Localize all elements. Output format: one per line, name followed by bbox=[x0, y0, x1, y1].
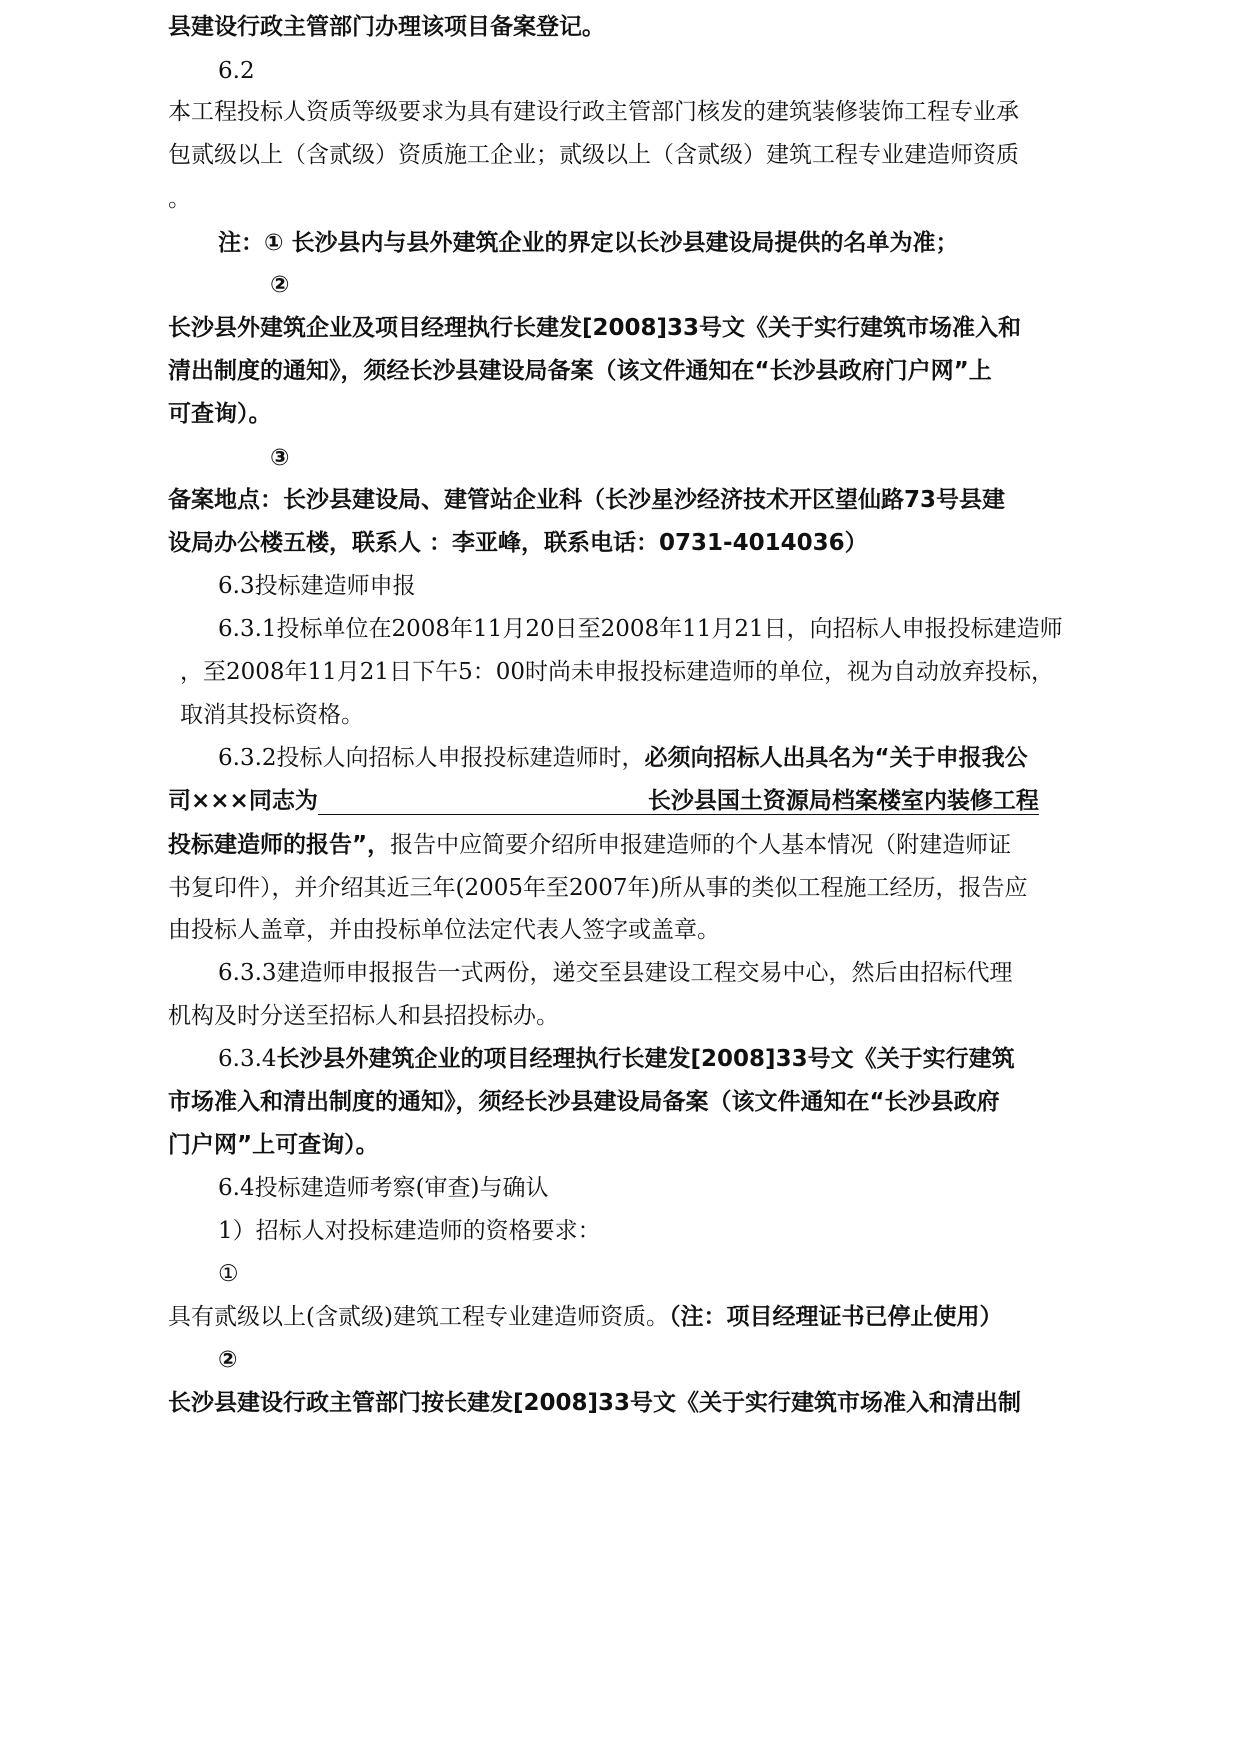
text-line: 由投标人盖章，并由投标单位法定代表人签字或盖章。 bbox=[168, 917, 720, 943]
text-span: 6.3.4 bbox=[218, 1046, 277, 1072]
bold-span: 投标建造师的报告”， bbox=[168, 832, 391, 858]
bold-span: 必须向招标人出具名为“关于申报我公 bbox=[644, 745, 1028, 771]
text-line: ，至2008年11月21日下午5：00时尚未申报投标建造师的单位，视为自动放弃投标， bbox=[180, 659, 1054, 685]
text-line bbox=[218, 743, 1148, 773]
text-line: 书复印件），并介绍其近三年(2005年至2007年)所从事的类似工程施工经历，报告应 bbox=[168, 875, 1028, 901]
note-line: 可查询）。 bbox=[168, 401, 272, 427]
text-span: 报告中应简要介绍所申报建造师的个人基本情况（附建造师证 bbox=[390, 832, 1012, 858]
bold-span: 长沙县外建筑企业的项目经理执行长建发[2008]33号文《关于实行建筑 bbox=[276, 1046, 1015, 1072]
note-line: 设局办公楼五楼，联系人 ：李亚峰，联系电话：0731-4014036） bbox=[168, 530, 868, 556]
text-line: 6.3.1投标单位在2008年11月20日至2008年11月21日，向招标人申报投标建造师 bbox=[218, 616, 1063, 642]
text-line bbox=[168, 830, 1098, 860]
note-marker: ② bbox=[270, 272, 290, 298]
text-line: 机构及时分送至招标人和县招投标办。 bbox=[168, 1003, 559, 1029]
section-heading: 6.4投标建造师考察(审查)与确认 bbox=[218, 1175, 549, 1201]
section-heading: 6.3投标建造师申报 bbox=[218, 573, 416, 599]
note-line: 注：① 长沙县内与县外建筑企业的界定以长沙县建设局提供的名单为准； bbox=[218, 230, 959, 256]
note-marker: ③ bbox=[270, 445, 290, 471]
text-line: 包贰级以上（含贰级）资质施工企业；贰级以上（含贰级）建筑工程专业建造师资质 bbox=[168, 142, 1019, 168]
project-name-underlined: 长沙县国土资源局档案楼室内装修工程 bbox=[647, 788, 1039, 814]
text-span: 具有贰级以上(含贰级)建筑工程专业建造师资质。 bbox=[168, 1304, 669, 1330]
section-number: 6.2 bbox=[218, 58, 255, 84]
underline-blank bbox=[318, 792, 648, 815]
bold-span: （注：项目经理证书已停止使用） bbox=[668, 1304, 1003, 1330]
note-line: 长沙县外建筑企业及项目经理执行长建发[2008]33号文《关于实行建筑市场准入和 bbox=[168, 315, 1022, 341]
text-line: 县建设行政主管部门办理该项目备案登记。 bbox=[168, 14, 605, 40]
note-line: 清出制度的通知》，须经长沙县建设局备案（该文件通知在“长沙县政府门户网”上 bbox=[168, 358, 992, 384]
text-line: 市场准入和清出制度的通知》，须经长沙县建设局备案（该文件通知在“长沙县政府 bbox=[168, 1089, 1000, 1115]
text-line: 1）招标人对投标建造师的资格要求： bbox=[218, 1218, 601, 1244]
text-line: 6.3.3建造师申报报告一式两份，递交至县建设工程交易中心，然后由招标代理 bbox=[218, 960, 1013, 986]
text-line: 门户网”上可查询）。 bbox=[168, 1132, 379, 1158]
text-line: 长沙县建设行政主管部门按长建发[2008]33号文《关于实行建筑市场准入和清出制 bbox=[168, 1390, 1022, 1416]
text-line: 。 bbox=[168, 186, 191, 212]
note-line: 备案地点：长沙县建设局、建管站企业科（长沙星沙经济技术开区望仙路73号县建 bbox=[168, 487, 1006, 513]
text-line: 取消其投标资格。 bbox=[180, 702, 364, 728]
text-span: 6.3.2投标人向招标人申报投标建造师时， bbox=[218, 745, 645, 771]
list-marker: ② bbox=[218, 1347, 238, 1373]
text-line: 本工程投标人资质等级要求为具有建设行政主管部门核发的建筑装修装饰工程专业承 bbox=[168, 99, 1019, 125]
text-line bbox=[168, 786, 1098, 817]
bold-span: 司×××同志为 bbox=[168, 788, 318, 814]
list-marker: ① bbox=[218, 1261, 239, 1287]
text-line bbox=[218, 1044, 1148, 1074]
text-line bbox=[168, 1302, 1098, 1332]
